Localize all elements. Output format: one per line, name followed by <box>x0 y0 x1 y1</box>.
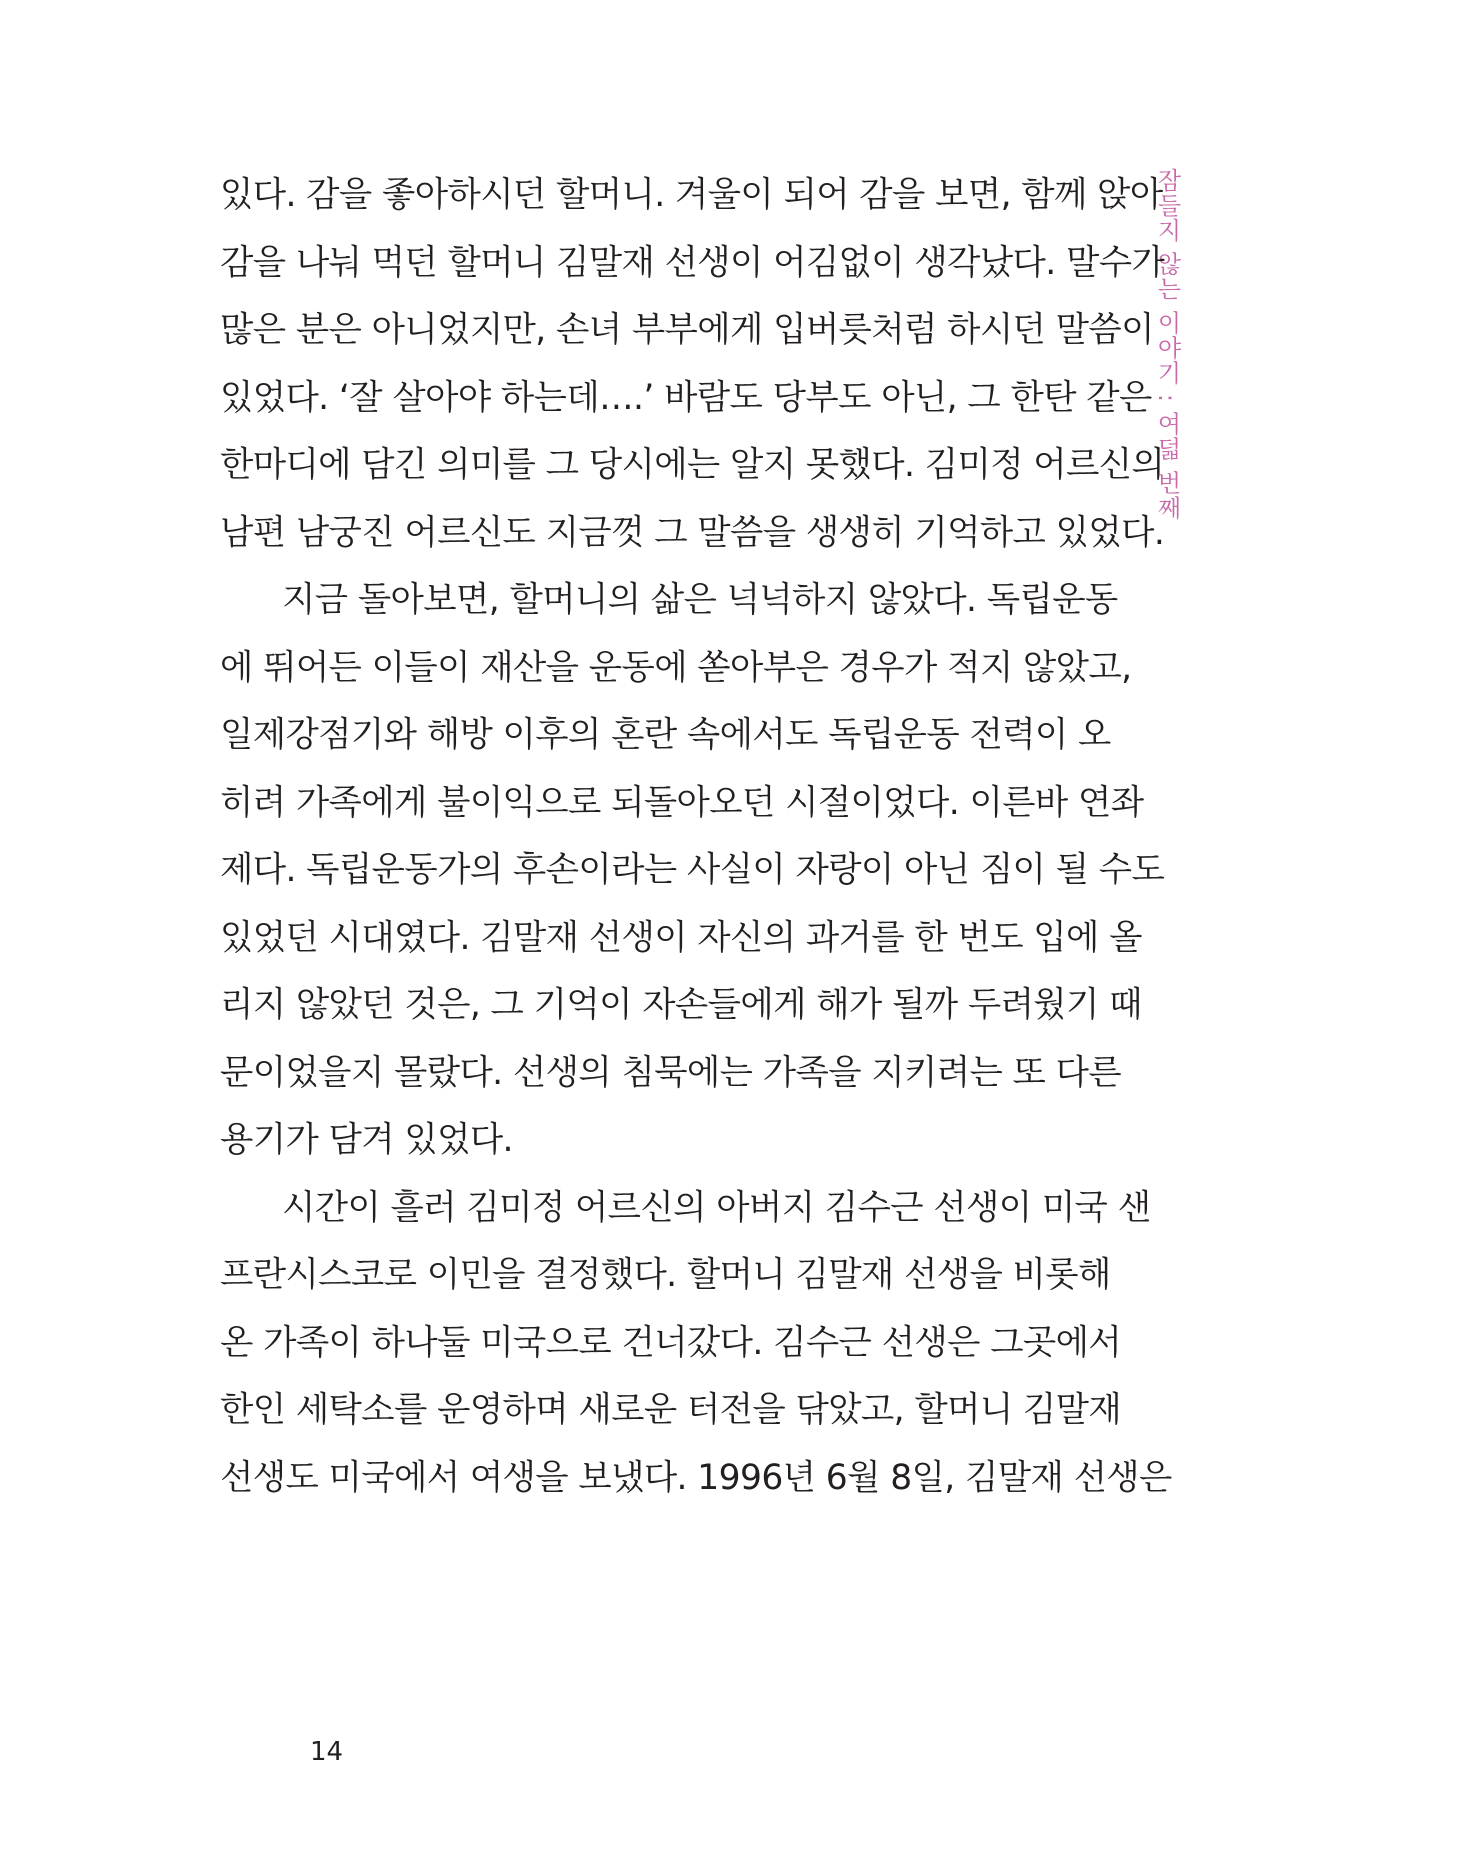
running-head: 잠들지 않는 이야기 : 여덟 번째 <box>1153 168 1181 521</box>
text-line: 있었던 시대였다. 김말재 선생이 자신의 과거를 한 번도 입에 올 <box>220 917 1142 958</box>
text-line: 용기가 담겨 있었다. <box>220 1120 513 1160</box>
text-line: 지금 돌아보면, 할머니의 삶은 넉넉하지 않았다. 독립운동 <box>282 580 1118 620</box>
text-line: 시간이 흘러 김미정 어르신의 아버지 김수근 선생이 미국 샌 <box>282 1187 1151 1228</box>
text-line: 남편 남궁진 어르신도 지금껏 그 말씀을 생생히 기억하고 있었다. <box>220 512 1165 553</box>
text-line: 에 뛰어든 이들이 재산을 운동에 쏟아부은 경우가 적지 않았고, <box>220 647 1132 688</box>
text-line: 한인 세탁소를 운영하며 새로운 터전을 닦았고, 할머니 김말재 <box>220 1390 1122 1430</box>
text-line: 감을 나눠 먹던 할머니 김말재 선생이 어김없이 생각났다. 말수가 <box>220 242 1165 283</box>
text-line: 히려 가족에게 불이익으로 되돌아오던 시절이었다. 이른바 연좌 <box>220 782 1144 823</box>
text-line: 문이었을지 몰랐다. 선생의 침묵에는 가족을 지키려는 또 다른 <box>220 1052 1122 1093</box>
text-line: 프란시스코로 이민을 결정했다. 할머니 김말재 선생을 비롯해 <box>220 1255 1111 1295</box>
text-line: 한마디에 담긴 의미를 그 당시에는 알지 못했다. 김미정 어르신의 <box>220 445 1165 485</box>
text-line: 온 가족이 하나둘 미국으로 건너갔다. 김수근 선생은 그곳에서 <box>220 1322 1122 1363</box>
text-line: 있었다. ‘잘 살아야 하는데….’ 바람도 당부도 아닌, 그 한탄 같은 <box>220 377 1152 418</box>
text-line: 제다. 독립운동가의 후손이라는 사실이 자랑이 아닌 짐이 될 수도 <box>220 850 1165 890</box>
text-line: 일제강점기와 해방 이후의 혼란 속에서도 독립운동 전력이 오 <box>220 715 1111 755</box>
text-line: 선생도 미국에서 여생을 보냈다. 1996년 6월 8일, 김말재 선생은 <box>220 1457 1172 1498</box>
text-line: 리지 않았던 것은, 그 기억이 자손들에게 해가 될까 두려웠기 때 <box>220 985 1142 1025</box>
text-line: 있다. 감을 좋아하시던 할머니. 겨울이 되어 감을 보면, 함께 앉아 <box>220 175 1163 215</box>
text-line: 많은 분은 아니었지만, 손녀 부부에게 입버릇처럼 하시던 말씀이 <box>220 310 1154 350</box>
page-number: 14 <box>310 1737 344 1767</box>
